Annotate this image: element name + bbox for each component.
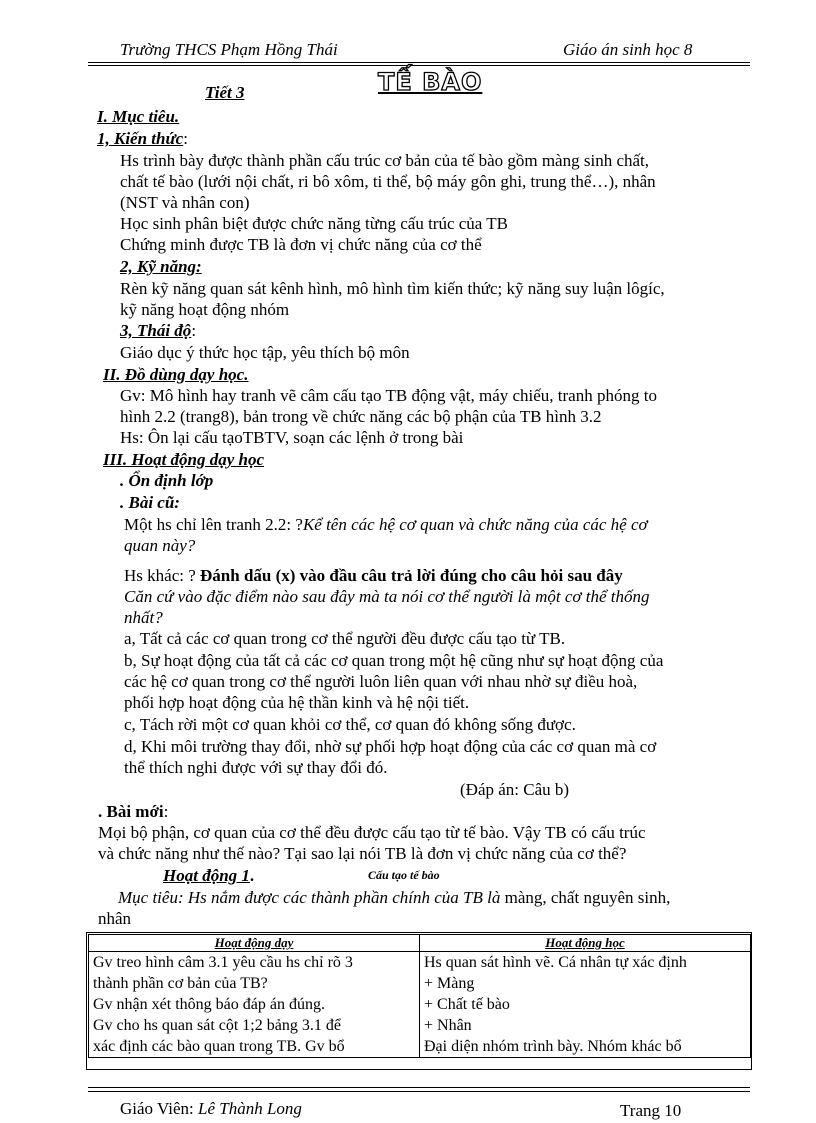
activity-table: [88, 934, 751, 1058]
skills-line: Rèn kỹ năng quan sát kênh hình, mô hình tìm kiến thức; kỹ năng suy luận lôgíc,: [120, 279, 665, 298]
stabilize-heading: . Ổn định lớp: [120, 471, 214, 490]
table-cell: Gv treo hình câm 3.1 yêu cầu hs chỉ rõ 3: [89, 952, 420, 974]
section-materials-heading: II. Đồ dùng dạy học.: [103, 365, 249, 384]
knowledge-line: Hs trình bày được thành phần cấu trúc cơ bản của tế bào gồm màng sinh chất,: [120, 151, 650, 170]
header-rule-thin: [88, 65, 750, 66]
table-cell: Gv cho hs quan sát cột 1;2 bảng 3.1 để: [89, 1015, 420, 1036]
materials-line: Hs: Ôn lại cấu tạoTBTV, soạn các lệnh ở trong bài: [120, 428, 464, 447]
table-row: [89, 952, 751, 974]
table-header-row: [89, 935, 751, 952]
header-learning: Hoạt động học: [420, 935, 751, 952]
materials-line: Gv: Mô hình hay tranh vẽ câm cấu tạo TB động vật, máy chiếu, tranh phóng to: [120, 386, 657, 405]
header-subject: Giáo án sinh học 8: [563, 40, 693, 59]
option-d: d, Khi môi trường thay đổi, nhờ sự phối hợp hoạt động của các cơ quan mà cơ: [124, 737, 657, 756]
attitude-heading: 3, Thái độ:: [120, 321, 197, 340]
table-cell: Đại diện nhóm trình bày. Nhóm khác bổ: [420, 1036, 751, 1058]
footer-page: Trang 10: [620, 1101, 682, 1120]
knowledge-line: Chứng minh được TB là đơn vị chức năng của cơ thể: [120, 235, 482, 254]
footer-rule-thin: [88, 1091, 750, 1092]
materials-line: hình 2.2 (trang8), bản trong về chức năng các bộ phận của TB hình 3.2: [120, 407, 602, 426]
option-d-cont: thể thích nghi được với sự thay đổi đó.: [124, 758, 388, 777]
activity-title: Cấu tạo tế bào: [368, 868, 440, 882]
option-b-cont: phối hợp hoạt động của hệ thần kinh và hệ nội tiết.: [124, 693, 470, 712]
knowledge-line: Học sinh phân biệt được chức năng từng cấu trúc của TB: [120, 214, 509, 233]
table-row: [89, 1036, 751, 1058]
option-a: a, Tất cả các cơ quan trong cơ thể người đều được cấu tạo từ TB.: [124, 629, 566, 648]
option-b: b, Sự hoạt động của tất cả các cơ quan trong một hệ cũng như sự hoạt động của: [124, 651, 664, 670]
intro-line: Mọi bộ phận, cơ quan của cơ thể đều được cấu tạo từ tế bào. Vậy TB có cấu trúc: [98, 823, 646, 842]
table-row: [89, 1015, 751, 1036]
option-c: c, Tách rời một cơ quan khỏi cơ thể, cơ quan đó không sống được.: [124, 715, 576, 734]
table-cell: thành phần cơ bản của TB?: [89, 973, 420, 994]
question-2-prompt: Căn cứ vào đặc điểm nào sau đây mà ta nói cơ thể người là một cơ thể thống: [124, 587, 650, 606]
header-teaching: Hoạt động dạy: [89, 935, 420, 952]
knowledge-line: chất tế bào (lưới nội chất, ri bô xôm, ti thể, bộ máy gôn ghi, trung thể…), nhân: [120, 172, 656, 191]
question-2-prompt-cont: nhất?: [124, 608, 163, 627]
table-row: [89, 994, 751, 1015]
lesson-period: Tiết 3: [205, 83, 245, 102]
objective-line: Mục tiêu: Hs nắm được các thành phần chính của TB là màng, chất nguyên sinh,: [118, 888, 671, 907]
skills-line: kỹ năng hoạt động nhóm: [120, 300, 290, 319]
activity-heading: Hoạt động 1.: [163, 866, 255, 885]
table-row: [89, 973, 751, 994]
table-cell: Gv nhận xét thông báo đáp án đúng.: [89, 994, 420, 1015]
table-cell: Hs quan sát hình vẽ. Cá nhân tự xác định: [420, 952, 751, 974]
footer-teacher: Giáo Viên: Lê Thành Long: [120, 1099, 302, 1118]
table-cell: xác định các bào quan trong TB. Gv bổ: [89, 1036, 420, 1058]
header-school: Trường THCS Phạm Hồng Thái: [120, 40, 338, 59]
table-cell: + Màng: [420, 973, 751, 994]
table-cell: + Nhân: [420, 1015, 751, 1036]
old-lesson-heading: . Bài cũ:: [120, 493, 180, 512]
new-lesson-heading: . Bài mới:: [98, 802, 169, 821]
objective-line-cont: nhân: [98, 909, 132, 928]
lesson-title: TẾ BÀO: [378, 68, 483, 96]
skills-heading: 2, Kỹ năng:: [120, 257, 202, 276]
knowledge-heading: 1, Kiến thức:: [97, 129, 188, 148]
question-1-cont: quan này?: [124, 536, 196, 555]
option-b-cont: các hệ cơ quan trong cơ thể người luôn liên quan với nhau nhờ sự điều hoà,: [124, 672, 638, 691]
intro-line: và chức năng như thế nào? Tại sao lại nói TB là đơn vị chức năng của cơ thể?: [98, 844, 627, 863]
question-1: Một hs chỉ lên tranh 2.2: ?Kể tên các hệ cơ quan và chức năng của các hệ cơ: [124, 515, 648, 534]
section-activities-heading: III. Hoạt động dạy học: [103, 450, 265, 469]
header-rule: [88, 62, 750, 63]
answer: (Đáp án: Câu b): [460, 780, 570, 799]
table-cell: + Chất tế bào: [420, 994, 751, 1015]
footer-rule: [88, 1087, 750, 1088]
section-objectives-heading: I. Mục tiêu.: [97, 107, 180, 126]
question-2: Hs khác: ? Đánh dấu (x) vào đầu câu trả lời đúng cho câu hỏi sau đây: [124, 566, 623, 585]
attitude-line: Giáo dục ý thức học tập, yêu thích bộ môn: [120, 343, 410, 362]
knowledge-line: (NST và nhân con): [120, 193, 250, 212]
